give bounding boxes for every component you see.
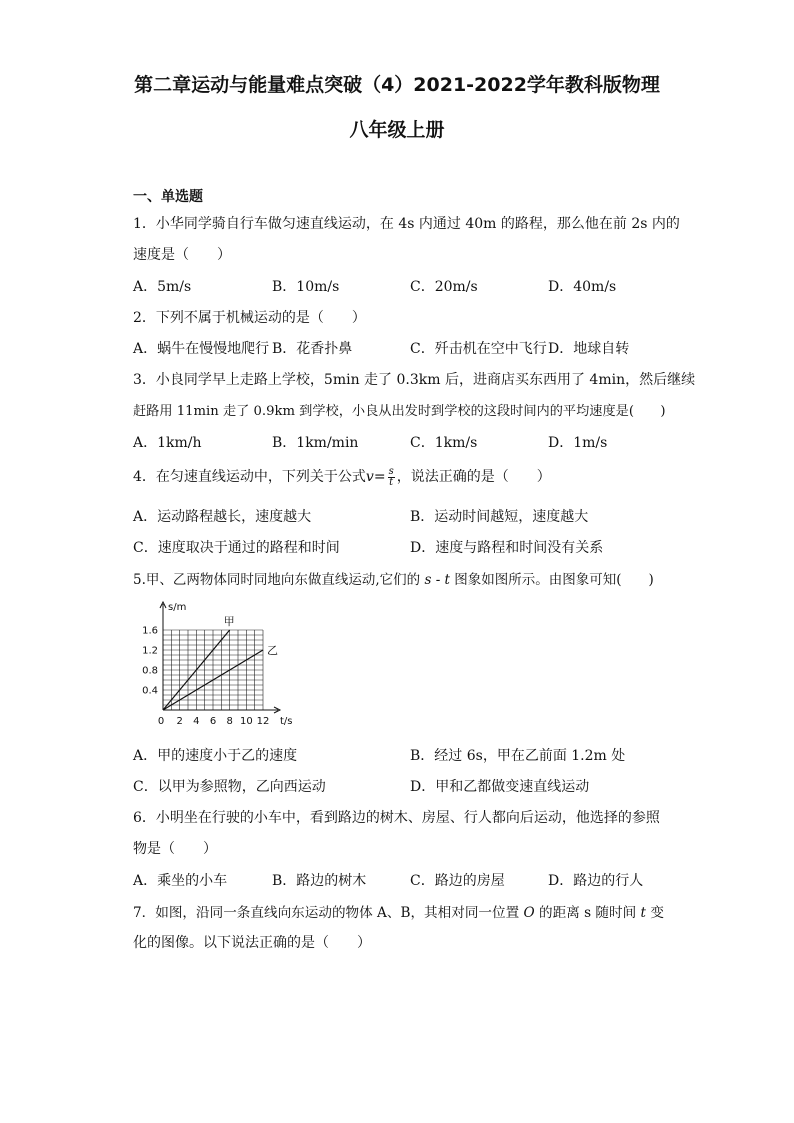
y-tick-label: 1.6 <box>142 625 158 637</box>
s-t-chart <box>130 598 320 738</box>
q6-option-c: C．路边的房屋 <box>410 873 505 889</box>
section-heading: 一、单选题 <box>133 189 203 205</box>
question-7-text-cont: 化的图像。以下说法正确的是（ ） <box>133 935 371 951</box>
q3-option-b: B．1km/min <box>272 435 359 451</box>
q3-option-c: C．1km/s <box>410 435 478 451</box>
q6-option-d: D．路边的行人 <box>548 873 644 889</box>
q1-option-a: A．5m/s <box>133 279 192 295</box>
question-7-text <box>133 901 664 921</box>
page-subtitle: 八年级上册 <box>349 119 445 141</box>
x-tick-label: 10 <box>239 716 253 727</box>
x-axis-label: t/s <box>280 716 293 727</box>
q4-text-pre: 4．在匀速直线运动中，下列关于公式 <box>133 469 366 485</box>
series-yi-label: 乙 <box>267 644 278 657</box>
q5-option-d: D．甲和乙都做变速直线运动 <box>410 779 590 795</box>
formula-fraction <box>388 467 395 488</box>
q2-option-c: C．歼击机在空中飞行 <box>410 341 547 357</box>
q7-text-pre: 7．如图，沿同一条直线向东运动的物体 A、B，其相对同一位置 <box>133 905 524 921</box>
x-tick-label: 6 <box>209 716 217 727</box>
page-title: 第二章运动与能量难点突破（4）2021-2022学年教科版物理 <box>134 74 660 96</box>
q4-option-d: D．速度与路程和时间没有关系 <box>410 540 604 556</box>
q1-option-b: B．10m/s <box>272 279 340 295</box>
x-tick-label: 8 <box>226 716 233 727</box>
q7-text-post: 变 <box>646 905 664 921</box>
q1-option-c: C．20m/s <box>410 279 478 295</box>
q7-text-mid: 的距离 s 随时间 <box>534 905 641 921</box>
q5-option-c: C．以甲为参照物，乙向西运动 <box>133 779 326 795</box>
q5-option-a: A．甲的速度小于乙的速度 <box>133 748 298 764</box>
formula-denominator: t <box>389 476 394 488</box>
q5-text-pre: 5.甲、乙两物体同时同地向东做直线运动,它们的 <box>133 572 425 588</box>
y-tick-label: 0.4 <box>142 685 158 697</box>
x-tick-label: 12 <box>256 716 270 727</box>
question-2-text: 2．下列不属于机械运动的是（ ） <box>133 310 366 326</box>
q4-option-c: C．速度取决于通过的路程和时间 <box>133 540 340 556</box>
q4-option-a: A．运动路程越长，速度越大 <box>133 509 312 525</box>
formula-numerator: s <box>388 465 394 477</box>
q4-text-post: ，说法正确的是（ ） <box>396 469 551 485</box>
q7-var-t: t <box>640 905 646 921</box>
question-3-text-cont: 赶路用 11min 走了 0.9km 到学校，小良从出发时到学校的这段时间内的平均速度是( ) <box>133 404 666 419</box>
q6-option-b: B．路边的树木 <box>272 873 367 889</box>
q2-option-a: A．蜗牛在慢慢地爬行 <box>133 341 270 357</box>
q7-var-o: O <box>523 905 535 921</box>
formula-v: v <box>365 469 374 485</box>
q3-option-a: A．1km/h <box>133 435 202 451</box>
question-6-text-cont: 物是（ ） <box>133 841 217 857</box>
question-1-text-cont: 速度是（ ） <box>133 247 231 263</box>
q2-option-d: D．地球自转 <box>548 341 630 357</box>
question-3-text: 3．小良同学早上走路上学校，5min 走了 0.3km 后，进商店买东西用了 4min，然后继续 <box>133 372 696 388</box>
question-5-text <box>133 568 654 588</box>
y-tick-label: 0.8 <box>142 665 158 677</box>
question-4-text <box>133 466 551 488</box>
series-jia-label: 甲 <box>223 615 235 628</box>
question-6-text: 6．小明坐在行驶的小车中，看到路边的树木、房屋、行人都向后运动，他选择的参照 <box>133 810 660 826</box>
formula-equals: = <box>373 469 386 485</box>
y-axis-label: s/m <box>168 602 187 613</box>
y-tick-label: 1.2 <box>142 645 158 657</box>
q6-option-a: A．乘坐的小车 <box>133 873 228 889</box>
q2-option-b: B．花香扑鼻 <box>272 341 353 357</box>
q4-option-b: B．运动时间越短，速度越大 <box>410 509 589 525</box>
q1-option-d: D．40m/s <box>548 279 617 295</box>
q5-var-st: s - t <box>424 572 450 588</box>
q5-text-post: 图象如图所示。由图象可知( ) <box>449 572 654 588</box>
x-tick-label: 2 <box>176 716 183 727</box>
origin-label: 0 <box>157 716 165 727</box>
q5-option-b: B．经过 6s，甲在乙前面 1.2m 处 <box>410 748 626 764</box>
x-tick-label: 4 <box>193 716 200 727</box>
question-1-text: 1．小华同学骑自行车做匀速直线运动，在 4s 内通过 40m 的路程，那么他在前 2s 内的 <box>133 216 680 232</box>
chart-grid <box>163 630 263 710</box>
chart-axes <box>160 602 280 713</box>
q3-option-d: D．1m/s <box>548 435 608 451</box>
